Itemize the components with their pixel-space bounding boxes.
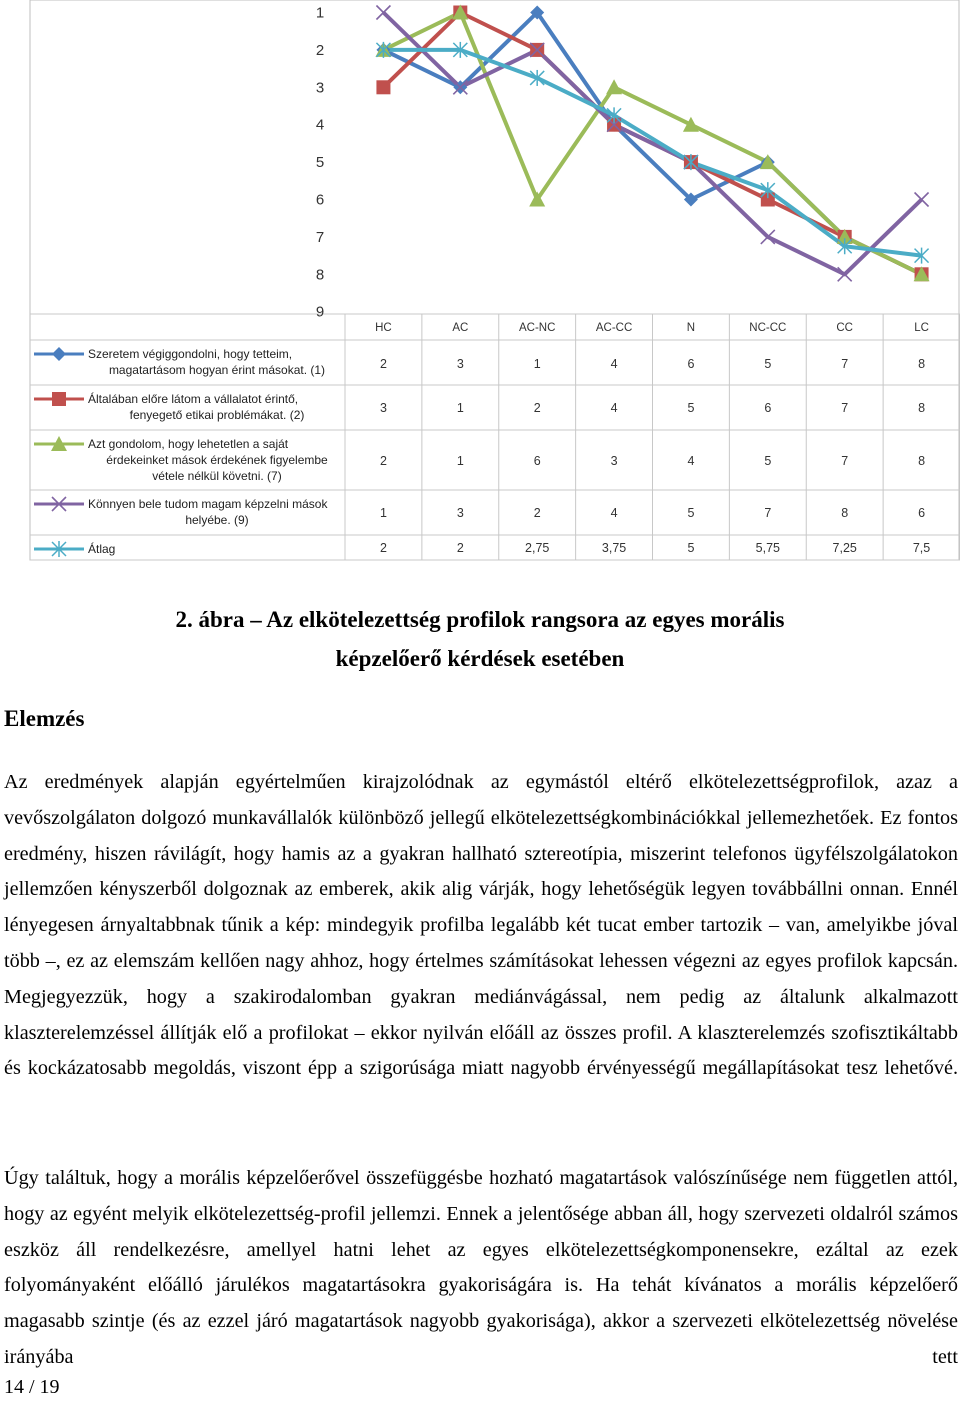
table-cell-value: 4 <box>610 357 618 371</box>
legend-label: Könnyen bele tudom magam képzelni mások <box>88 497 328 511</box>
rank-profile-chart <box>0 0 960 565</box>
table-cell-value: 4 <box>687 454 695 468</box>
y-tick-label: 5 <box>315 154 325 172</box>
table-cell-value: 2 <box>533 401 541 415</box>
figure-caption-line-1: 2. ábra – Az elkötelezettség profilok rangsora az egyes morális <box>175 607 785 632</box>
table-cell-value: 7 <box>764 506 772 520</box>
y-tick-label: 2 <box>315 41 325 59</box>
x-category-label: NC-CC <box>749 322 787 334</box>
figure-caption-line-2: képzelőerő kérdések esetében <box>335 646 625 671</box>
legend-label: Azt gondolom, hogy lehetetlen a saját <box>88 437 289 451</box>
table-cell-value: 3 <box>456 506 464 520</box>
table-cell-value: 3 <box>379 401 387 415</box>
x-category-label: AC-CC <box>595 322 633 334</box>
table-cell-value: 7,5 <box>912 541 931 555</box>
series-line-5 <box>383 50 921 256</box>
table-cell-value: 3 <box>456 357 464 371</box>
page-number: 14 / 19 <box>4 1376 60 1398</box>
data-point-diamond <box>52 347 66 361</box>
data-point-x <box>761 230 775 244</box>
y-tick-label: 6 <box>315 191 325 209</box>
table-cell-value: 2,75 <box>525 541 550 555</box>
table-cell-value: 8 <box>918 357 926 371</box>
table-cell-value: 7 <box>841 401 849 415</box>
table-cell-value: 6 <box>687 357 695 371</box>
paragraph-1: Az eredmények alapján egyértelműen kirajzolódnak az egymástól eltérő elkötelezettségprofilok, azaz a vevőszolgálaton dolgozó munkavállalók különböző jellegű elkötelezettségkombinációkkal jellemezhetőek. Ez fontos eredmény, hiszen rávilágít, hogy hamis az a gyakran hallható sztereotípia, miszerint telefonos ügyfélszolgálatokon jellemzően kényszerből dolgoznak az emberek, akik alig várják, hogy lehetőségük legyen továbbállni onnan. Ennél lényegesen árnyaltabbnak tűnik a kép: mindegyik profilba legalább két tucat ember tartozik – van, amelyikbe jóval több –, ez az elemszám kellően nagy ahhoz, hogy értelmes számításokat lehessen végezni az egyes profilok kapcsán. Megjegyezzük, hogy a szakirodalomban gyakran mediánvágással, nem pedig az általunk alkalmazott klaszterelemzéssel állítják elő a profilokat – ekkor nyilván előáll az összes profil. A klaszterelemzés szofisztikáltabb és kockázatosabb megoldás, viszont épp a szigorúsága miatt nagyobb érvényességű megállapításokat tesz lehetővé. <box>4 771 958 1080</box>
table-cell-value: 2 <box>379 541 387 555</box>
table-cell-value: 5 <box>764 454 772 468</box>
table-cell-value: 4 <box>610 506 618 520</box>
legend-label: Általában előre látom a vállalatot érintő, <box>88 392 299 406</box>
table-cell-value: 2 <box>533 506 541 520</box>
paragraph-2: Úgy találtuk, hogy a morális képzelőerővel összefüggésbe hozható magatartások valószínűsége nem független attól, hogy az egyént melyik elkötelezettség-profil jellemzi. Ennek a jelentősége abban áll, hogy szervezeti oldalról számos eszköz áll rendelkezésre, amellyel hatni lehet az egyes elkötelezettségkomponensekre, ezáltal az ezek folyományaként előálló járulékos magatartásokra gyakoriságára is. Ha tehát kívánatos a morális képzelőerő magasabb szintje (és az ezzel járó magatartások nagyobb gyakorisága), akkor a szervezeti elkötelezettség növelése irányába tett <box>4 1167 958 1368</box>
table-cell-value: 2 <box>379 454 387 468</box>
legend-label: érdekeinket mások érdekének figyelembe <box>106 453 328 467</box>
table-cell-value: 5 <box>687 506 695 520</box>
legend-label: fenyegető etikai problémákat. (2) <box>129 408 305 422</box>
table-cell-value: 1 <box>533 357 541 371</box>
table-cell-value: 6 <box>533 454 541 468</box>
table-cell-value: 2 <box>456 541 464 555</box>
table-cell-value: 4 <box>610 401 618 415</box>
legend-label: Átlag <box>88 542 116 556</box>
data-point-square <box>52 392 66 406</box>
x-category-label: HC <box>375 322 392 334</box>
table-cell-value: 7 <box>841 357 849 371</box>
legend-label: vétele nélkül követni. (7) <box>152 469 282 483</box>
y-tick-label: 8 <box>315 266 325 284</box>
y-tick-label: 4 <box>315 116 325 134</box>
table-cell-value: 8 <box>918 401 926 415</box>
x-category-label: AC-NC <box>518 322 556 334</box>
data-point-triangle <box>683 117 699 132</box>
data-point-x <box>838 267 852 281</box>
table-cell-value: 1 <box>379 506 387 520</box>
x-category-label: LC <box>914 322 929 334</box>
table-cell-value: 2 <box>379 357 387 371</box>
table-cell-value: 5 <box>687 401 695 415</box>
legend-label: helyébe. (9) <box>185 513 249 527</box>
table-cell-value: 6 <box>764 401 772 415</box>
x-category-label: N <box>686 322 696 334</box>
data-point-square <box>376 80 390 94</box>
data-point-x <box>915 193 929 207</box>
data-point-x <box>376 6 390 20</box>
table-cell-value: 7,25 <box>832 541 857 555</box>
table-cell-value: 6 <box>918 506 926 520</box>
data-point-triangle <box>606 79 622 94</box>
line-chart-with-data-table <box>0 0 960 565</box>
x-category-label: AC <box>452 322 469 334</box>
table-cell-value: 8 <box>918 454 926 468</box>
legend-label: magatartásom hogyan érint másokat. (1) <box>108 363 326 377</box>
y-tick-label: 9 <box>315 303 325 321</box>
legend-label: Szeretem végiggondolni, hogy tetteim, <box>88 347 293 361</box>
y-tick-label: 3 <box>315 79 325 97</box>
table-cell-value: 1 <box>456 401 464 415</box>
table-cell-value: 3,75 <box>601 541 627 555</box>
section-heading: Elemzés <box>4 706 85 731</box>
y-tick-label: 1 <box>315 4 325 22</box>
table-cell-value: 1 <box>456 454 464 468</box>
table-cell-value: 3 <box>610 454 618 468</box>
table-cell-value: 5 <box>687 541 695 555</box>
y-tick-label: 7 <box>315 228 325 246</box>
table-cell-value: 8 <box>841 506 849 520</box>
x-category-label: CC <box>836 322 853 334</box>
table-cell-value: 5,75 <box>755 541 780 555</box>
table-cell-value: 5 <box>764 357 772 371</box>
table-cell-value: 7 <box>841 454 849 468</box>
